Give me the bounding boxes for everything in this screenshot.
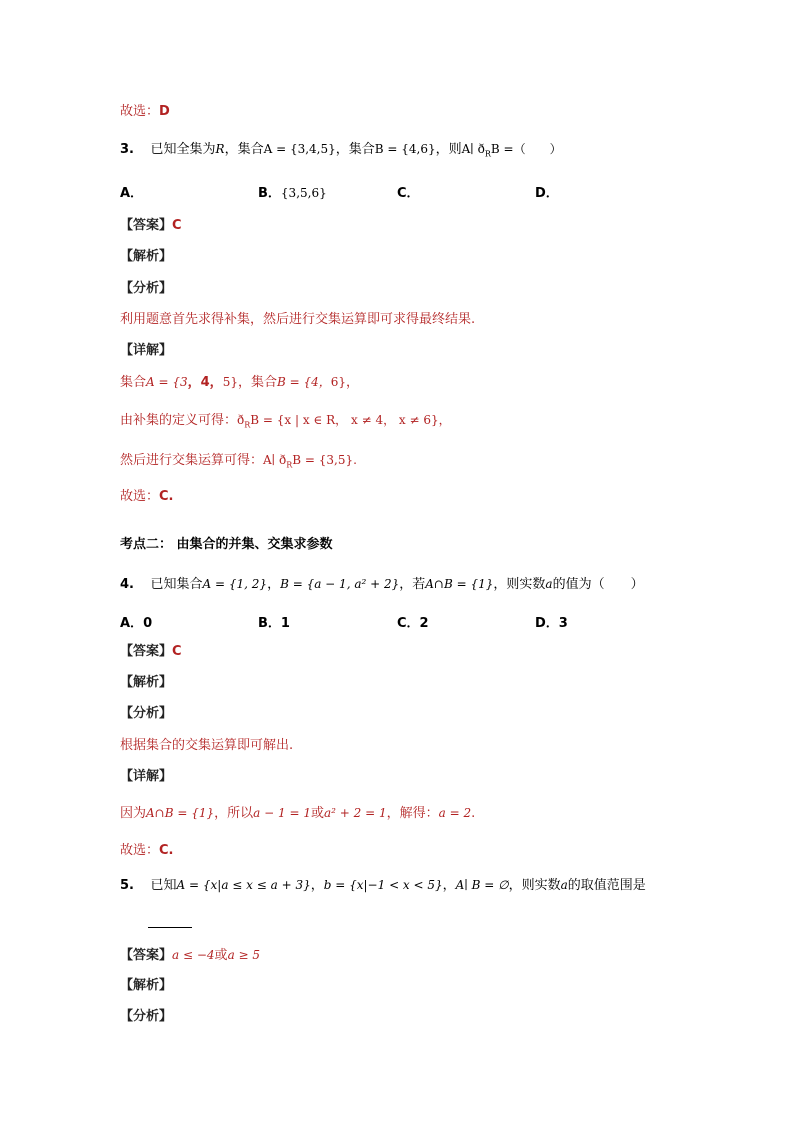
answer-tag: 【答案】 bbox=[120, 218, 173, 233]
option-b: B．{3,5,6} bbox=[258, 186, 327, 201]
expr-tail: B =（ ） bbox=[490, 142, 562, 156]
option-d: D．3 bbox=[535, 616, 568, 631]
jiexi-tag: 【解析】 bbox=[120, 249, 173, 264]
xiangjie-tag: 【详解】 bbox=[120, 343, 173, 358]
detail-step-1: 集合A = {3，4，5}，集合B = {4，6}， bbox=[120, 375, 360, 390]
q3-stem bbox=[120, 140, 562, 164]
set-a: A = {3,4,5} bbox=[263, 142, 336, 156]
detail-step-2: 由补集的定义可得：$ð_RB = \{x$ | x ∈ R， x ≠ 4， x ≠ 6}， bbox=[120, 413, 451, 430]
answer-line: 【答案】a ≤ −4或a ≥ 5 bbox=[120, 948, 261, 963]
answer-line bbox=[120, 217, 182, 235]
detail-step-3: 然后进行交集运算可得：A∣ $ð_RB = \{3,5\}$. bbox=[120, 453, 357, 470]
detail-step-1: 因为A∩B = {1}，所以a − 1 = 1或a² + 2 = 1，解得：a = 2. bbox=[120, 806, 476, 821]
xiangjie-tag: 【详解】 bbox=[120, 769, 173, 784]
fenxi-tag: 【分析】 bbox=[120, 706, 173, 721]
stem-var: R bbox=[215, 142, 225, 156]
q4-stem: 4. 已知集合A = {1, 2}，B = {a − 1, a² + 2}，若A∩B = {1}，则实数a的值为（ ） bbox=[120, 577, 644, 592]
q4-conclusion: 故选：C. bbox=[120, 843, 174, 858]
q2-conclusion bbox=[120, 103, 170, 121]
stem-text: ，集合 bbox=[335, 142, 375, 157]
fenxi-text: 根据集合的交集运算即可解出. bbox=[120, 738, 294, 753]
expr: A∣ ð bbox=[461, 142, 485, 156]
option-a: A．0 bbox=[120, 616, 153, 631]
conclusion-answer: D bbox=[159, 104, 170, 119]
answer-line: 【答案】C bbox=[120, 644, 182, 659]
option-b: B．1 bbox=[258, 616, 290, 631]
q5-stem: 5. 已知A = {x|a ≤ x ≤ a + 3}，b = {x|−1 < x < 5}，A∣ B = ∅，则实数a的取值范围是 bbox=[120, 878, 646, 893]
jiexi-tag: 【解析】 bbox=[120, 675, 173, 690]
q3-conclusion: 故选：C. bbox=[120, 489, 174, 504]
option-a: A． bbox=[120, 186, 144, 201]
answer-value: C bbox=[172, 218, 182, 233]
fenxi-tag: 【分析】 bbox=[120, 1009, 173, 1024]
jiexi-tag: 【解析】 bbox=[120, 978, 173, 993]
section-title: 考点二： 由集合的并集、交集求参数 bbox=[120, 537, 333, 552]
expr-sub: R bbox=[484, 149, 491, 159]
fenxi-tag: 【分析】 bbox=[120, 281, 173, 296]
fenxi-text: 利用题意首先求得补集，然后进行交集运算即可求得最终结果. bbox=[120, 312, 476, 327]
conclusion-label: 故选： bbox=[120, 104, 160, 119]
stem-text: ，集合 bbox=[224, 142, 264, 157]
option-c: C． bbox=[397, 186, 420, 201]
answer-blank bbox=[148, 918, 192, 936]
option-d: D． bbox=[535, 186, 559, 201]
stem-text: 已知全集为 bbox=[150, 142, 216, 157]
question-number: 3. bbox=[120, 142, 134, 157]
set-b: B = {4,6} bbox=[374, 142, 436, 156]
stem-text: ，则 bbox=[435, 142, 462, 157]
option-c: C．2 bbox=[397, 616, 429, 631]
